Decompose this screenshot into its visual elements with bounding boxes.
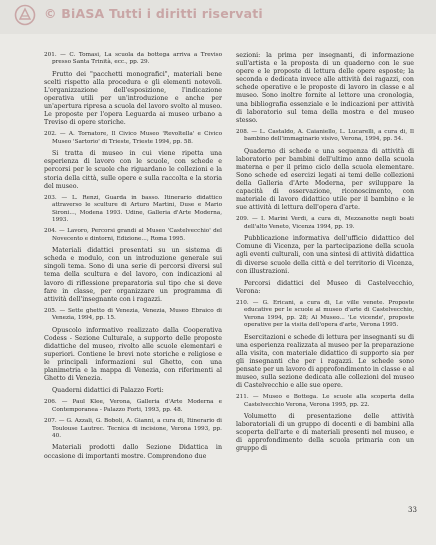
- right-column: [236, 52, 414, 457]
- section-heading-castelvecchio: Percorsi didattici del Museo di Castelvecchio, Verona:: [236, 279, 414, 295]
- entry-208-description: Quaderno di schede e una sequenza di attività di laboratorio per bambini dell'ultimo anno della scuola materna e per il primo ciclo della scuola elementare. Sono schede ed esercizi legati ai temi delle collezioni della Galleria d'Arte Moderna, per sviluppare la capacità di osservazione, riconoscimento, con materiale di lavoro didattico utile per il bambino e le sue attività di lettura dell'opera d'arte.: [236, 147, 414, 212]
- entry-209-description: Pubblicazione informativa dell'ufficio didattico del Comune di Vicenza, per la partecipazione della scuola agli eventi culturali, con una sintesi di attività didattica di diverse scuole della città e del territorio di Vicenza, con illustrazioni.: [236, 235, 414, 275]
- entry-206: 206. — Paul Klee, Verona, Galleria d'Arte Moderna e Contemporanea - Palazzo Forti, 1993, pp. 48.: [44, 399, 222, 413]
- entry-211-description: Volumetto di presentazione delle attività laboratoriali di un gruppo di docenti e di bambini alla scoperta dell'arte e di materiali presenti nel museo, e di approfondimento della scuola primaria con un gruppo di: [236, 412, 414, 453]
- entry-202-description: Si tratta di museo in cui viene ripetta una esperienza di lavoro con le scuole, con schede e percorsi per le scuole che riguardano le collezioni e la storia della città, sulle opere e sulla raccolta e la storia del museo.: [44, 150, 222, 190]
- entry-207-continuation: sezioni: la prima per insegnanti, di informazione sull'artista e la proposta di un quaderno con le sue opere e le proposte di lettura delle opere esposte; la seconda e dedicata invece alle attività dei ragazzi, con schede operative e le proposte di lavoro in classe e al museo. Sono inoltre fornite al lettore una cronologia, una bibliografia essenziale e le indicazioni per attività di laboratorio sul tema della mostra e del museo stesso.: [236, 52, 414, 124]
- entry-210: 210. — G. Ericani, a cura di, Le ville venete. Proposte educative per le scuole al museo d'arte di Castelvecchio, Verona 1994, pp. 28; Al Museo... 'Le vicende', proposte operative per la visita dell'opera d'arte, Verona 1995.: [236, 299, 414, 329]
- entry-207: 207. — G. Azzali, G. Boboli, A. Gianni, a cura di, Itinerario di Toulouse Lautrec. Tecnica di incisione, Verona 1993, pp. 40.: [44, 418, 222, 440]
- entry-203: 203. — L. Renzi, Guarda in basso. Itinerario didattico attraverso le sculture di Arturo Martini, Duse e Mario Sironi..., Modena 1993. Udine, Galleria d'Arte Moderna, 1993.: [44, 194, 222, 223]
- entry-204: 204. — Lavoro, Percorsi grandi al Museo 'Castelvecchio' del Novecento e dintorni, Edizione..., Roma 1995.: [44, 228, 222, 242]
- entry-208: 208. — L. Castaldo, A. Caianiello, L. Lucarelli, a cura di, Il bambino dell'immaginario visivo, Verona, 1994, pp. 54.: [236, 128, 414, 143]
- section-heading-palazzo-forti: Quaderni didattici di Palazzo Forti:: [52, 387, 164, 395]
- watermark-banner: [0, 0, 436, 34]
- entry-210-description: Esercitazioni e schede di lettura per insegnanti su di una esperienza realizzata al museo per la preparazione alla visita, con materiale didattico di supporto sia per gli insegnanti che per i ragazzi. Le schede sono pensate per un lavoro di approfondimento in classe e al museo, sulla sezione dedicata alle collezioni del museo di Castelvecchio e alle sue opere.: [236, 333, 414, 390]
- entry-202: 202. — A. Tornatore, Il Civico Museo 'Revoltella' e Civico Museo 'Sartorio' di Trieste, Trieste 1994, pp. 58.: [44, 131, 222, 145]
- entry-204-description: Materiali didattici presentati su un sistema di scheda e modulo, con un introduzione generale sui singoli tema. Sono di una serie di percorsi diversi sul tema della scultura e del lavoro, con indicazioni al lavoro di riflessione preparatoria sul tipo che si deve fare in classe, per organizzare un programma di attività dell'insegnante con i ragazzi.: [44, 247, 222, 303]
- page-number: 33: [408, 506, 417, 514]
- entry-211: 211. — Museo e Bottega. Le scuole alla scoperta della Castelvecchio Verona, Verona 1995, pp. 22.: [236, 394, 414, 408]
- entry-205-description: Opuscolo informativo realizzato dalla Cooperativa Codess - Sezione Culturale, a supporto delle proposte didattiche del museo, rivolto alle scuole elementari e superiori. Contiene le brevi note storiche e religiose e le principali informazioni sul Ghetto, con una planimetria e la mappa di Venezia, con riferimenti al Ghetto di Venezia.: [44, 326, 222, 383]
- watermark-text: © BiASA Tutti i diritti riservati: [44, 6, 263, 21]
- entry-207-description: Materiali prodotti dallo Sezione Didattica in occasione di importanti mostre. Comprendono due: [44, 444, 222, 460]
- biasa-logo-icon: [14, 4, 36, 26]
- entry-209: 209. — I. Marini Verdi, a cura di, Mezzanotte negli boati dell'alto Veneto, Vicenza 1994, pp. 19.: [236, 216, 414, 230]
- entry-205: 205. — Sette ghetto di Venezia, Venezia, Museo Ebraico di Venezia, 1994, pp. 15.: [44, 307, 222, 322]
- left-column: [44, 52, 222, 465]
- entry-201: 201. — C. Tomasi, La scuola da bottega arriva a Treviso presso Santa Trinità, ecc., pp. 29.: [44, 52, 222, 66]
- entry-201-description: Frutto dei "pacchetti monografici", materiali bene scelti rispetto alla procedura e gli elementi notevoli. L'organizzazione dell'esposizione, l'indicazione operativa utili per un'introduzione e anche per un'apertura ripresa a scuola del lavoro svolto al museo. Le proposte per l'opera Leguarda ai museo urbano a Treviso di opere storiche.: [44, 70, 222, 127]
